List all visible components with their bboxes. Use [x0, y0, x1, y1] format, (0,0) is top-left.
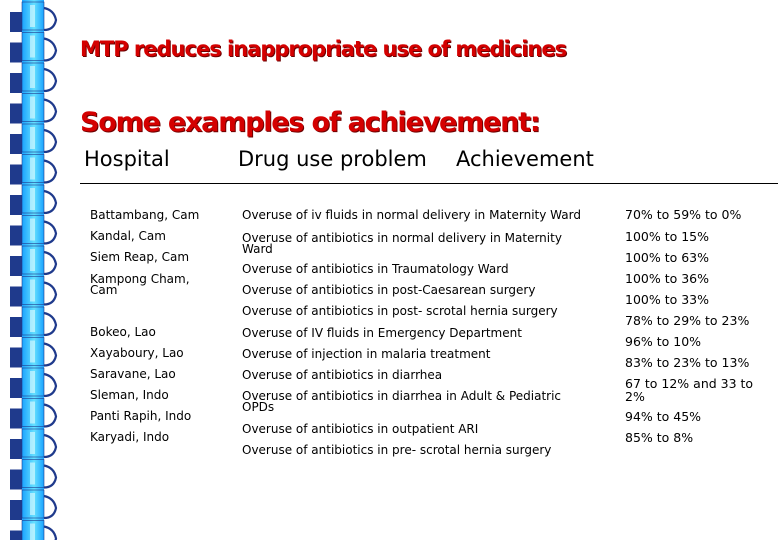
binder-ring-shadow — [10, 104, 22, 124]
binder-ring-shadow — [10, 226, 22, 246]
achievement-cell: 100% to 36% — [625, 271, 710, 286]
binder-highlight — [30, 524, 35, 540]
binder-ring — [44, 344, 56, 366]
slide-subtitle: Some examples of achievement: — [80, 107, 540, 138]
achievement-cell: 83% to 23% to 13% — [625, 355, 750, 370]
achievement-cell: 67 to 12% and 33 to 2% — [625, 376, 754, 404]
binder-highlight — [30, 341, 35, 363]
binder-decoration — [0, 0, 60, 540]
achievement-cell: 100% to 63% — [625, 250, 710, 265]
binder-ring — [44, 8, 56, 30]
problem-cell: Overuse of antibiotics in post- scrotal hernia surgery — [242, 304, 558, 318]
binder-ring — [44, 435, 56, 457]
problem-cell: Overuse of antibiotics in Traumatology Ward — [242, 262, 509, 276]
binder-ring — [44, 130, 56, 152]
hospital-cell: Bokeo, Lao — [90, 325, 156, 339]
binder-highlight — [30, 493, 35, 515]
achievement-cell: 78% to 29% to 23% — [625, 313, 750, 328]
hospital-cell: Saravane, Lao — [90, 367, 176, 381]
binder-ring-shadow — [10, 409, 22, 429]
binder-ring — [44, 100, 56, 122]
problem-cell: Overuse of iv fluids in normal delivery in Maternity Ward — [242, 208, 581, 222]
binder-ring — [44, 252, 56, 274]
binder-ring-shadow — [10, 12, 22, 32]
binder-highlight — [30, 310, 35, 332]
achievement-cell: 85% to 8% — [625, 430, 694, 445]
binder-ring-shadow — [10, 348, 22, 368]
achievement-cell: 100% to 33% — [625, 292, 710, 307]
problem-cell: Overuse of antibiotics in diarrhea — [242, 368, 443, 382]
problem-cell: Overuse of injection in malaria treatment — [242, 347, 491, 361]
binder-ring-shadow — [10, 195, 22, 215]
binder-ring-shadow — [10, 531, 22, 540]
hospital-cell: Battambang, Cam — [90, 208, 200, 222]
binder-highlight — [30, 219, 35, 241]
binder-highlight — [30, 36, 35, 58]
binder-ring — [44, 222, 56, 244]
problem-cell: Overuse of antibiotics in diarrhea in Adult & Pediatric OPDs — [242, 389, 562, 414]
binder-highlight — [30, 158, 35, 180]
binder-highlight — [30, 280, 35, 302]
header-achievement: Achievement — [456, 147, 594, 171]
binder-highlight — [30, 371, 35, 393]
binder-highlight — [30, 66, 35, 88]
header-hospital: Hospital — [84, 147, 170, 171]
slide-title: MTP reduces inappropriate use of medicines — [80, 37, 567, 61]
hospital-cell: Kandal, Cam — [90, 229, 166, 243]
hospital-cell: Sleman, Indo — [90, 388, 169, 402]
binder-ring-shadow — [10, 287, 22, 307]
hospital-cell: Xayaboury, Lao — [90, 346, 184, 360]
binder-ring-shadow — [10, 317, 22, 337]
hospital-cell: Siem Reap, Cam — [90, 250, 190, 264]
binder-highlight — [30, 402, 35, 424]
hospital-cell: Karyadi, Indo — [90, 430, 170, 444]
binder-ring — [44, 496, 56, 518]
binder-ring-shadow — [10, 256, 22, 276]
achievement-cell: 70% to 59% to 0% — [625, 207, 742, 222]
binder-ring-shadow — [10, 134, 22, 154]
binder-ring — [44, 313, 56, 335]
binder-highlight — [30, 188, 35, 210]
binder-highlight — [30, 127, 35, 149]
achievement-cell: 100% to 15% — [625, 229, 710, 244]
header-divider — [80, 183, 778, 184]
achievement-cell: 96% to 10% — [625, 334, 702, 349]
hospital-cell: Panti Rapih, Indo — [90, 409, 192, 423]
achievement-cell: 94% to 45% — [625, 409, 702, 424]
binder-ring-shadow — [10, 73, 22, 93]
binder-ring-shadow — [10, 500, 22, 520]
binder-ring — [44, 374, 56, 396]
binder-ring — [44, 191, 56, 213]
problem-cell: Overuse of antibiotics in post-Caesarean surgery — [242, 283, 536, 297]
binder-ring — [44, 466, 56, 488]
binder-highlight — [30, 432, 35, 454]
binder-ring — [44, 39, 56, 61]
binder-ring-shadow — [10, 43, 22, 63]
binder-highlight — [30, 5, 35, 27]
binder-highlight — [30, 97, 35, 119]
binder-ring-shadow — [10, 378, 22, 398]
binder-ring — [44, 69, 56, 91]
problem-cell: Overuse of antibiotics in outpatient ARI — [242, 422, 479, 436]
header-drug-use-problem: Drug use problem — [238, 147, 427, 171]
binder-ring — [44, 405, 56, 427]
binder-ring-shadow — [10, 165, 22, 185]
problem-cell: Overuse of IV fluids in Emergency Department — [242, 326, 522, 340]
binder-ring — [44, 527, 56, 540]
hospital-cell: Kampong Cham, Cam — [90, 272, 190, 297]
binder-ring-shadow — [10, 439, 22, 459]
problem-cell: Overuse of antibiotics in normal delivery in Maternity Ward — [242, 231, 562, 256]
problem-cell: Overuse of antibiotics in pre- scrotal hernia surgery — [242, 443, 552, 457]
binder-ring-shadow — [10, 470, 22, 490]
binder-highlight — [30, 463, 35, 485]
binder-ring — [44, 283, 56, 305]
binder-ring — [44, 161, 56, 183]
binder-highlight — [30, 249, 35, 271]
